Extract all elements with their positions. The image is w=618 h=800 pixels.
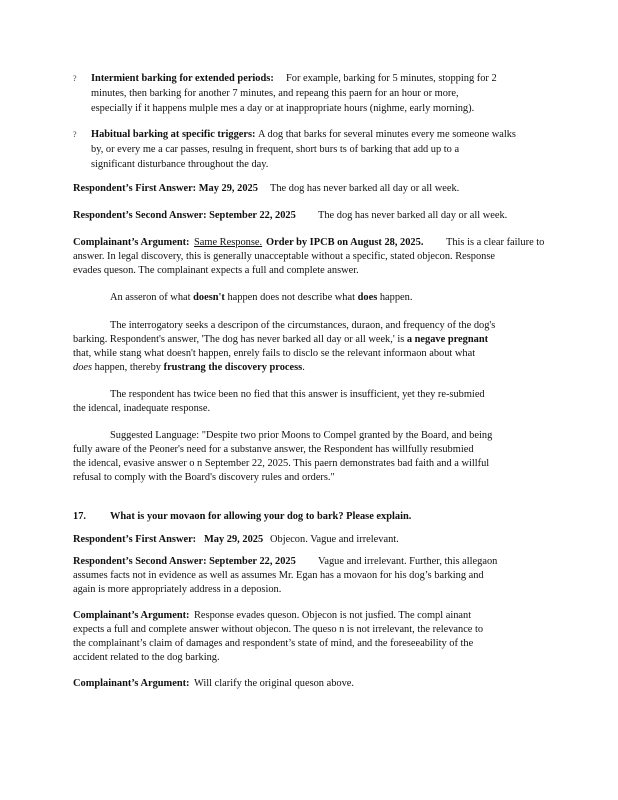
bullet-text: For example, barking for 5 minutes, stopping for 2 <box>286 73 497 84</box>
paragraph-assertion: An asseron of what doesn't happen does not describe what does happen. <box>110 292 413 303</box>
bullet-text: especially if it happens mulple mes a day or at inappropriate hours (nighme, early morning). <box>91 103 475 114</box>
argument-text: evades queson. The complainant expects a full and complete answer. <box>73 265 359 276</box>
second-answer-label: Respondent’s Second Answer: September 22, 2025 <box>73 210 296 221</box>
argument-text: This is a clear failure to <box>446 237 545 248</box>
second-answer-label: Respondent’s Second Answer: September 22, 2025 <box>73 556 296 567</box>
bullet-text: A dog that barks for several minutes every me someone walks <box>258 129 516 140</box>
suggested-language: refusal to comply with the Board's discovery rules and orders." <box>73 472 335 483</box>
argument-text: Will clarify the original queson above. <box>194 678 355 689</box>
suggested-language: Suggested Language: "Despite two prior Moons to Compel granted by the Board, and being <box>110 430 493 441</box>
paragraph-interrogatory: that, while stang what doesn't happen, enrely fails to disclo se the relevant informaon about what <box>73 348 476 359</box>
bullet-text: significant disturbance throughout the day. <box>91 159 269 170</box>
complainant-argument-label: Complainant’s Argument: <box>73 610 190 621</box>
first-answer-text: The dog has never barked all day or all week. <box>270 183 460 194</box>
bullet-marker: ? <box>73 130 77 139</box>
bullet-marker: ? <box>73 74 77 83</box>
second-answer-text: again is more appropriately address in a deposion. <box>73 584 282 595</box>
bullet-title: Intermient barking for extended periods: <box>91 73 274 84</box>
first-answer-label: Respondent’s First Answer: <box>73 534 197 545</box>
question-number: 17. <box>73 511 86 522</box>
bullet-text: by, or every me a car passes, resulng in frequent, short burs ts of barking that add up to a <box>91 144 460 155</box>
order-text: Order by IPCB on August 28, 2025. <box>266 237 424 248</box>
paragraph-interrogatory: does happen, thereby frustrang the discovery process. <box>73 362 305 373</box>
argument-text: expects a full and complete answer without objecon. The queso n is not irrelevant, the relevance to <box>73 624 484 635</box>
first-answer-text: Objecon. Vague and irrelevant. <box>270 534 399 545</box>
bullet-title: Habitual barking at specific triggers: <box>91 129 256 140</box>
second-answer-text: Vague and irrelevant. Further, this allegaon <box>318 556 498 567</box>
argument-text: accident related to the dog barking. <box>73 652 220 663</box>
suggested-language: fully aware of the Peoner's need for a substanve answer, the Respondent has willfully resubmied <box>73 444 474 455</box>
first-answer-date: May 29, 2025 <box>204 534 264 545</box>
argument-text: answer. In legal discovery, this is generally unacceptable without a specific, stated objecon. Response <box>73 251 496 262</box>
first-answer-label: Respondent’s First Answer: May 29, 2025 <box>73 183 258 194</box>
paragraph-interrogatory: barking. Respondent's answer, 'The dog has never barked all day or all week,' is a negave pregnant <box>73 334 489 345</box>
paragraph-notified: the idencal, inadequate response. <box>73 403 211 414</box>
complainant-argument-label: Complainant’s Argument: <box>73 237 190 248</box>
paragraph-interrogatory: The interrogatory seeks a descripon of the circumstances, duraon, and frequency of the dog's <box>110 320 496 331</box>
complainant-argument-label: Complainant’s Argument: <box>73 678 190 689</box>
second-answer-text: The dog has never barked all day or all week. <box>318 210 508 221</box>
second-answer-text: assumes facts not in evidence as well as assumes Mr. Egan has a movaon for his dog’s barking and <box>73 570 484 581</box>
same-response-text: Same Response. <box>194 237 263 248</box>
bullet-text: minutes, then barking for another 7 minutes, and repeang this paern for an hour or more, <box>91 88 459 99</box>
argument-text: the complainant’s claim of damages and respondent’s state of mind, and the foreseeability of the <box>73 638 474 649</box>
question-text: What is your movaon for allowing your dog to bark? Please explain. <box>110 511 412 522</box>
argument-text: Response evades queson. Objecon is not jusfied. The compl ainant <box>194 610 472 621</box>
suggested-language: the idencal, evasive answer o n September 22, 2025. This paern demonstrates bad faith and a willful <box>73 458 490 469</box>
paragraph-notified: The respondent has twice been no fied that this answer is insufficient, yet they re-submied <box>110 389 485 400</box>
